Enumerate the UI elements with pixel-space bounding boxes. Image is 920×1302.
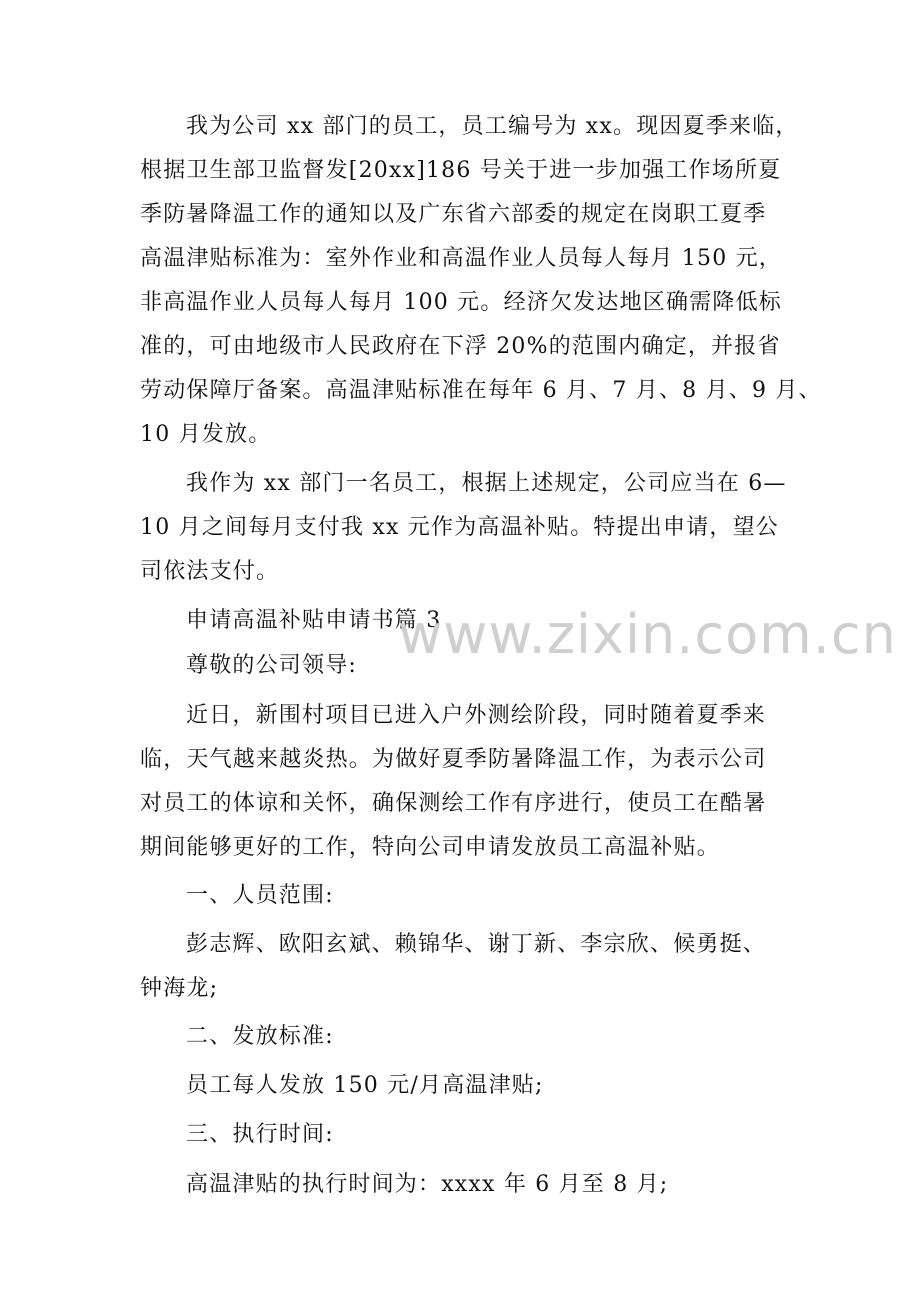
paragraph-line: 季防暑降温工作的通知以及广东省六部委的规定在岗职工夏季 xyxy=(140,202,767,227)
paragraph-line: 期间能够更好的工作，特向公司申请发放员工高温补贴。 xyxy=(140,835,721,860)
paragraph-line: 10 月之间每月支付我 xx 元作为高温补贴。特提出申请，望公 xyxy=(140,515,779,540)
paragraph-line: 非高温作业人员每人每月 100 元。经济欠发达地区确需降低标 xyxy=(140,290,782,315)
watermark-text: www.zixin.com.cn xyxy=(398,603,897,666)
section-heading: 申请高温补贴申请书篇 3 xyxy=(186,608,442,633)
paragraph-line: 彭志辉、欧阳玄斌、赖锦华、谢丁新、李宗欣、候勇挺、 xyxy=(186,932,767,957)
paragraph-line: 司依法支付。 xyxy=(140,559,280,584)
list-heading: 三、执行时间: xyxy=(186,1122,334,1147)
paragraph-line: 高温津贴标准为：室外作业和高温作业人员每人每月 150 元， xyxy=(140,246,782,271)
paragraph-line: 临，天气越来越炎热。为做好夏季防暑降温工作，为表示公司 xyxy=(140,747,767,772)
list-heading: 二、发放标准: xyxy=(186,1024,334,1049)
paragraph-line: 对员工的体谅和关怀，确保测绘工作有序进行，使员工在酷暑 xyxy=(140,791,767,816)
paragraph-line: 10 月发放。 xyxy=(140,422,272,447)
paragraph-line: 近日，新围村项目已进入户外测绘阶段，同时随着夏季来 xyxy=(186,703,767,728)
salutation: 尊敬的公司领导: xyxy=(186,653,358,678)
paragraph-line: 准的，可由地级市人民政府在下浮 20%的范围内确定，并报省 xyxy=(140,334,781,359)
paragraph-line: 高温津贴的执行时间为：xxxx 年 6 月至 8 月; xyxy=(186,1172,669,1197)
paragraph-line: 我为公司 xx 部门的员工，员工编号为 xx。现因夏季来临， xyxy=(186,114,799,139)
list-heading: 一、人员范围: xyxy=(186,883,334,908)
paragraph-line: 根据卫生部卫监督发[20xx]186 号关于进一步加强工作场所夏 xyxy=(140,158,782,183)
paragraph-line: 我作为 xx 部门一名员工，根据上述规定，公司应当在 6— xyxy=(186,471,787,496)
paragraph-line: 劳动保障厅备案。高温津贴标准在每年 6 月、7 月、8 月、9 月、 xyxy=(140,378,822,403)
paragraph-line: 员工每人发放 150 元/月高温津贴; xyxy=(186,1073,544,1098)
paragraph-line: 钟海龙; xyxy=(140,976,219,1001)
